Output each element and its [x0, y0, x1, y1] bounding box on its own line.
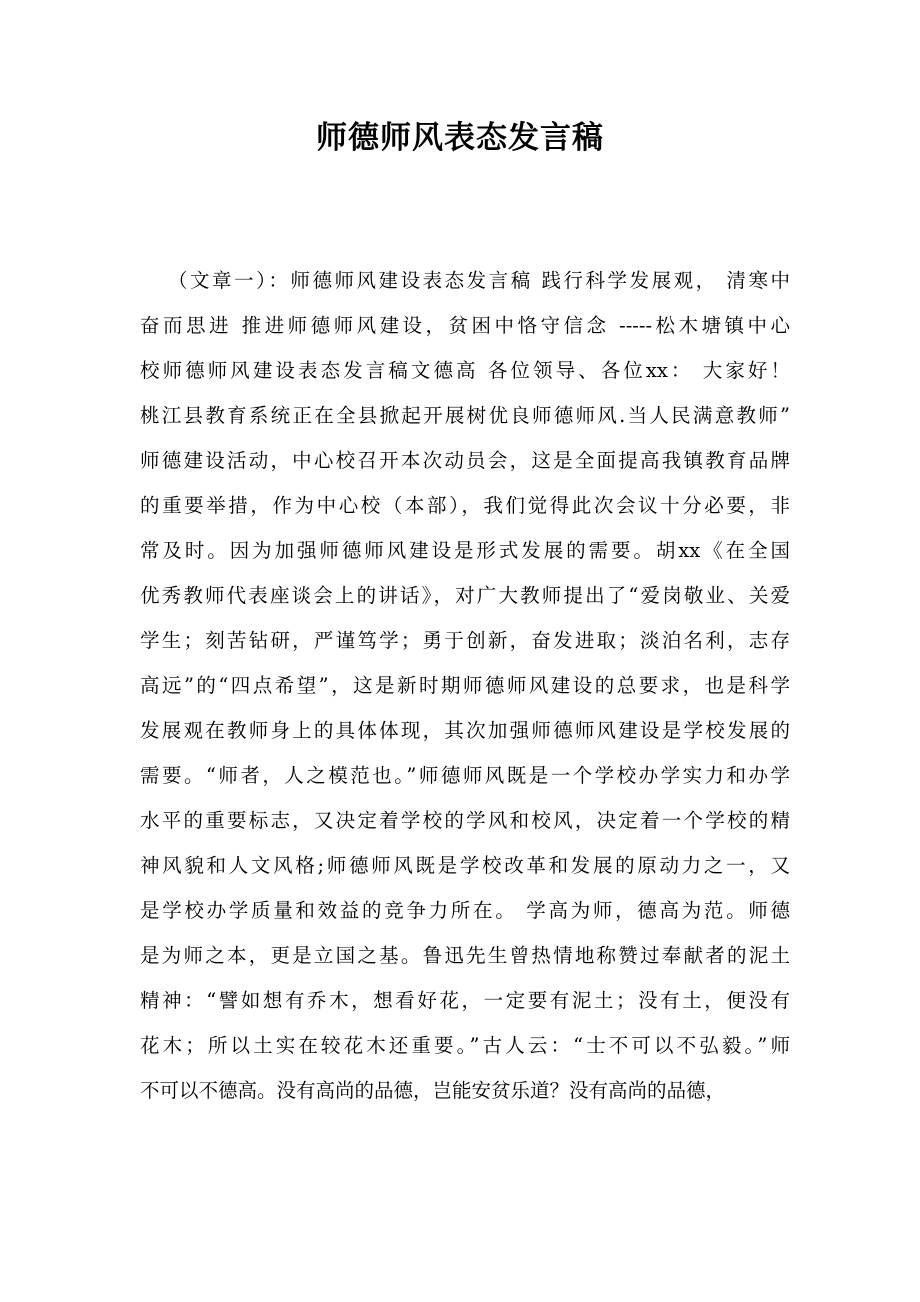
- body-line: 发展观在教师身上的具体体现，其次加强师德师风建设是学校发展的: [140, 719, 790, 742]
- document-title: 师德师风表态发言稿: [316, 120, 604, 156]
- body-line: 奋而思进 推进师德师风建设，贫困中恪守信念 -----松木塘镇中心: [140, 314, 790, 337]
- body-line: 是学校办学质量和效益的竞争力所在。 学高为师，德高为范。师德: [140, 899, 790, 922]
- body-line: 师德建设活动，中心校召开本次动员会，这是全面提高我镇教育品牌: [140, 449, 790, 472]
- body-line: 学生；刻苦钻研，严谨笃学；勇于创新，奋发进取；淡泊名利，志存: [140, 629, 790, 652]
- body-line: 水平的重要标志，又决定着学校的学风和校风，决定着一个学校的精: [140, 809, 790, 832]
- body-line: 常及时。因为加强师德师风建设是形式发展的需要。胡xx《在全国: [140, 539, 790, 562]
- body-line: 花木；所以土实在较花木还重要。”古人云：“士不可以不弘毅。”师: [140, 1034, 790, 1057]
- body-line: 是为师之本，更是立国之基。鲁迅先生曾热情地称赞过奉献者的泥土: [140, 944, 790, 967]
- body-line: 神风貌和人文风格;师德师风既是学校改革和发展的原动力之一，又: [140, 854, 790, 877]
- body-line: 校师德师风建设表态发言稿文德高 各位领导、各位xx： 大家好！: [140, 359, 790, 382]
- body-line: 不可以不德高。没有高尚的品德，岂能安贫乐道？没有高尚的品德，: [140, 1079, 726, 1102]
- body-line: 精神：“譬如想有乔木，想看好花，一定要有泥土；没有土，便没有: [140, 989, 790, 1012]
- body-line: 高远”的“四点希望”，这是新时期师德师风建设的总要求，也是科学: [140, 674, 790, 697]
- body-line: 桃江县教育系统正在全县掀起开展树优良师德师风.当人民满意教师”: [140, 404, 790, 427]
- body-line: （文章一）：师德师风建设表态发言稿 践行科学发展观， 清寒中: [168, 269, 790, 292]
- body-line: 需要。“师者，人之模范也。”师德师风既是一个学校办学实力和办学: [140, 764, 790, 787]
- document-body: [140, 258, 790, 1113]
- body-line: 优秀教师代表座谈会上的讲话》，对广大教师提出了“爱岗敬业、关爱: [140, 584, 790, 607]
- body-line: 的重要举措，作为中心校（本部），我们觉得此次会议十分必要，非: [140, 494, 790, 517]
